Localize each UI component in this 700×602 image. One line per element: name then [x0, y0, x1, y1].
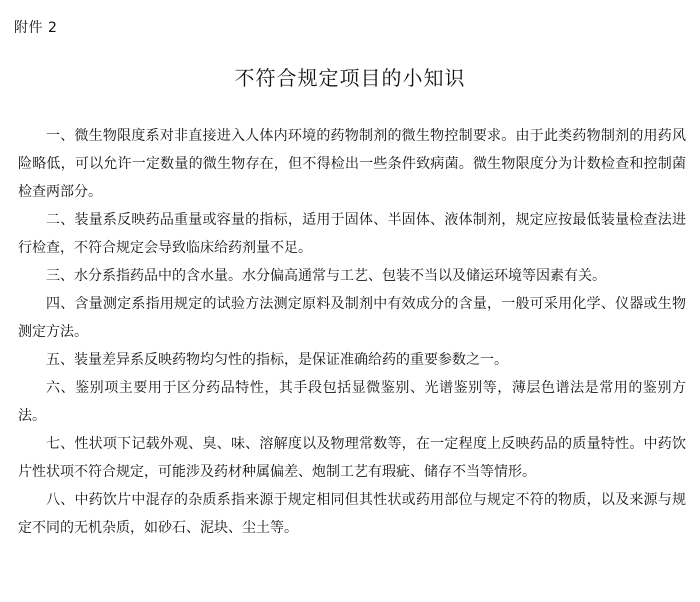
document-title: 不符合规定项目的小知识	[234, 66, 466, 90]
attachment-label: 附件 2	[14, 20, 58, 36]
paragraph-7: 七、性状项下记载外观、臭、味、溶解度以及物理常数等，在一定程度上反映药品的质量特性。中药饮片性状项不符合规定，可能涉及药材种属偏差、炮制工艺有瑕疵、储存不当等情形。	[18, 436, 686, 480]
paragraph-1: 一、微生物限度系对非直接进入人体内环境的药物制剂的微生物控制要求。由于此类药物制剂的用药风险略低，可以允许一定数量的微生物存在，但不得检出一些条件致病菌。微生物限度分为计数检查和控制菌检查两部分。	[18, 128, 686, 200]
paragraph-2: 二、装量系反映药品重量或容量的指标，适用于固体、半固体、液体制剂，规定应按最低装量检查法进行检查，不符合规定会导致临床给药剂量不足。	[18, 212, 686, 256]
paragraph-3: 三、水分系指药品中的含水量。水分偏高通常与工艺、包装不当以及储运环境等因素有关。	[46, 268, 606, 284]
document-body	[18, 122, 686, 542]
paragraph-5: 五、装量差异系反映药物均匀性的指标，是保证准确给药的重要参数之一。	[46, 352, 508, 368]
paragraph-8: 八、中药饮片中混存的杂质系指来源于规定相同但其性状或药用部位与规定不符的物质，以及来源与规定不同的无机杂质，如砂石、泥块、尘土等。	[18, 492, 686, 536]
paragraph-6: 六、鉴别项主要用于区分药品特性，其手段包括显微鉴别、光谱鉴别等，薄层色谱法是常用的鉴别方法。	[18, 380, 686, 424]
paragraph-4: 四、含量测定系指用规定的试验方法测定原料及制剂中有效成分的含量，一般可采用化学、仪器或生物测定方法。	[18, 296, 686, 340]
